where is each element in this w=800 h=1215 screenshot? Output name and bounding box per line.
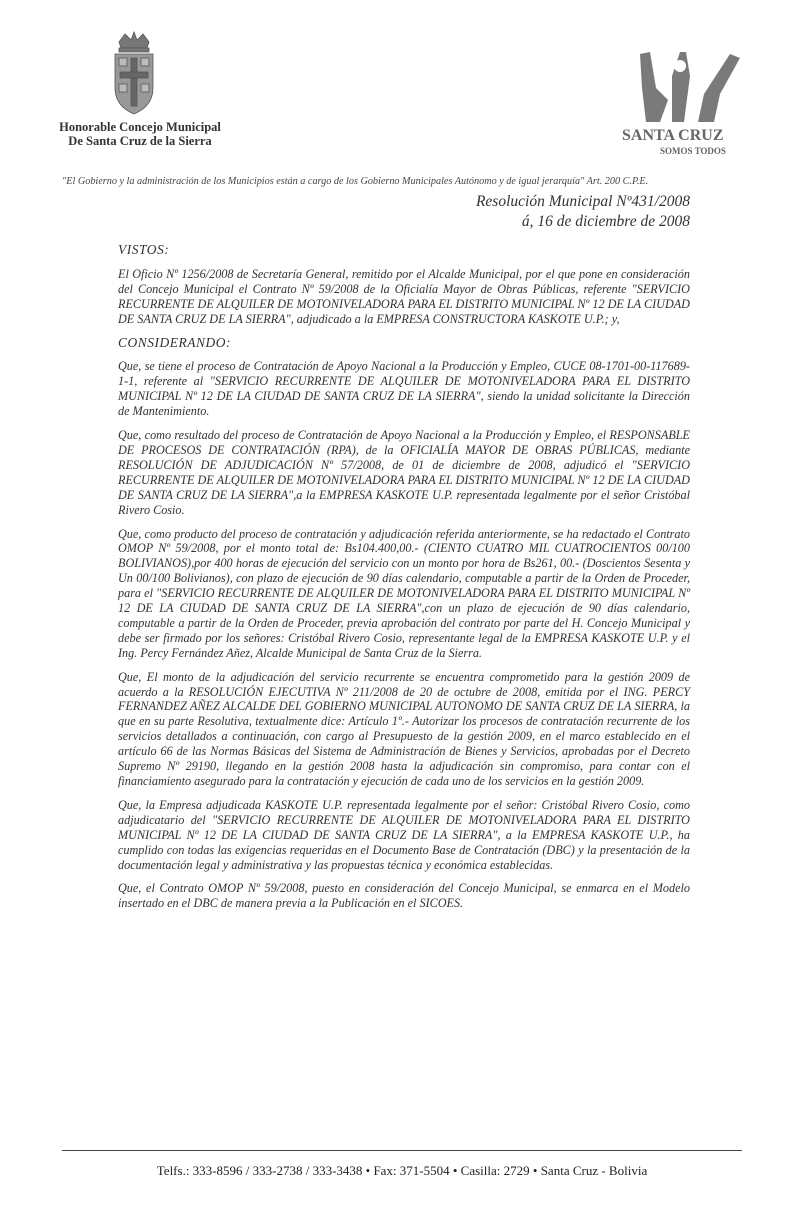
logo-subtext: SOMOS TODOS xyxy=(660,146,726,156)
resolution-title: Resolución Municipal Nº431/2008 xyxy=(475,193,690,210)
considerando-heading: CONSIDERANDO: xyxy=(118,334,231,350)
resolution-date: á, 16 de diciembre de 2008 xyxy=(521,213,690,230)
document-body xyxy=(118,243,690,920)
vistos-heading: VISTOS: xyxy=(118,242,170,257)
considerando-paragraph-6: Que, el Contrato OMOP Nº 59/2008, puesto en consideración del Concejo Municipal, se enmarca en el Modelo insertado en el DBC de manera previa a la Publicación en el SICOES. xyxy=(118,881,690,911)
footer-divider xyxy=(62,1150,742,1151)
council-name-line2: De Santa Cruz de la Sierra xyxy=(68,134,212,148)
considerando-paragraph-4: Que, El monto de la adjudicación del servicio recurrente se encuentra comprometido para la gestión 2009 de acuerdo a la RESOLUCIÓN EJECUTIVA Nº 211/2008 de 20 de octubre de 2008, emitida por el ING. PERCY FERNANDEZ AÑEZ ALCALDE DEL GOBIERNO MUNICIPAL AUTONOMO DE SANTA CRUZ DE LA SIERRA, la que en su parte Resolutiva, textualmente dice: Artículo 1º.- Autorizar los procesos de contratación recurrente de los servicios detallados a continuación, con cargo al Presupuesto de la gestión 2009, en el marco establecido en el artículo 66 de las Normas Básicas del Sistema de Administración de Bienes y Servicios, aprobadas por el Decreto Supremo Nº 29190, llegando en la gestión 2008 hasta la adjudicación sin compromiso, para contar con el financiamiento asegurado para la contratación y ejecución de cada uno de los servicios en la gestión 2009. xyxy=(118,669,690,788)
considerando-paragraph-1: Que, se tiene el proceso de Contratación de Apoyo Nacional a la Producción y Empleo, CUCE 08-1701-00-117689-1-1, referente al "SERVICIO RECURRENTE DE ALQUILER DE MOTONIVELADORA PARA EL DISTRITO MUNICIPAL Nº 12 DE LA CIUDAD DE SANTA CRUZ DE LA SIERRA", siendo la unidad solicitante la Dirección de Mantenimiento. xyxy=(118,359,690,419)
resolution-header xyxy=(476,192,690,232)
considerando-paragraph-3: Que, como producto del proceso de contratación y adjudicación referida anteriormente, se ha redactado el Contrato OMOP Nº 59/2008, por el monto total de: Bs104.400,00.- (CIENTO CUATRO MIL CUATROCIENTOS 00/100 BOLIVIANOS),por 400 horas de ejecución del servicio con un monto por hora de Bs261, 00.- (Doscientos Sesenta y Un 00/100 Bolivianos), con plazo de ejecución de 90 días calendario, computable a partir de la Orden de Proceder, para el "SERVICIO RECURRENTE DE ALQUILER DE MOTONIVELADORA PARA EL DISTRITO MUNICIPAL Nº 12 DE LA CIUDAD DE SANTA CRUZ DE LA SIERRA",con un plazo de ejecución de 90 días calendario, computable a partir de la Orden de Proceder, previa aprobación del contrato por parte del H. Concejo Municipal y debe ser firmado por los señores: Cristóbal Rivero Cosio, representante legal de la EMPRESA KASKOTE U.P. y el Ing. Percy Fernández Añez, Alcalde Municipal de Santa Cruz de la Sierra. xyxy=(118,526,690,660)
footer-contact: Telfs.: 333-8596 / 333-2738 / 333-3438 • Fax: 371-5504 • Casilla: 2729 • Santa Cruz - Bolivia xyxy=(156,1163,648,1178)
logo-text: SANTA CRUZ xyxy=(622,127,724,144)
santa-cruz-logo xyxy=(620,48,750,158)
considerando-paragraph-2: Que, como resultado del proceso de Contratación de Apoyo Nacional a la Producción y Empleo, el RESPONSABLE DE PROCESOS DE CONTRATACIÓN (RPA), de la OFICIALÍA MAYOR DE OBRAS PÚBLICAS, mediante RESOLUCIÓN DE ADJUDICACIÓN Nº 57/2008, de 01 de diciembre de 2008, adjudicó el "SERVICIO RECURRENTE DE ALQUILER DE MOTONIVELADORA PARA EL DISTRITO MUNICIPAL Nº 12 DE LA CIUDAD DE SANTA CRUZ DE LA SIERRA",a la EMPRESA KASKOTE U.P. representada legalmente por el señor Cristóbal Rivero Cosio. xyxy=(118,428,690,517)
coat-of-arms-icon xyxy=(105,28,163,120)
considerando-paragraph-5: Que, la Empresa adjudicada KASKOTE U.P. representada legalmente por el señor: Cristóbal Rivero Cosio, como adjudicatario del "SERVICIO RECURRENTE DE ALQUILER DE MOTONIVELADORA PARA EL DISTRITO MUNICIPAL Nº 12 DE LA CIUDAD DE SANTA CRUZ DE LA SIERRA", a la EMPRESA KASKOTE U.P., ha cumplido con todas las exigencias requeridas en el Documento Base de Contratación (DBC) y la presentación de la documentación legal y administrativa y las propuestas técnica y económica establecidas. xyxy=(118,797,690,872)
constitution-quote: "El Gobierno y la administración de los Municipios están a cargo de los Gobierno Municipales Autónomo y de igual jerarquía" Art. 200 C.P.E. xyxy=(62,176,649,187)
council-name-line1: Honorable Concejo Municipal xyxy=(59,120,221,134)
vistos-paragraph: El Oficio Nº 1256/2008 de Secretaría General, remitido por el Alcalde Municipal, por el que pone en consideración del Concejo Municipal el Contrato Nº 59/2008 de la Oficialía Mayor de Obras Públicas, referente "SERVICIO RECURRENTE DE ALQUILER DE MOTONIVELADORA PARA EL DISTRITO MUNICIPAL Nº 12 DE LA CIUDAD DE SANTA CRUZ DE LA SIERRA", adjudicado a la EMPRESA CONSTRUCTORA KASKOTE U.P.; y, xyxy=(118,266,690,326)
council-name xyxy=(40,120,240,148)
